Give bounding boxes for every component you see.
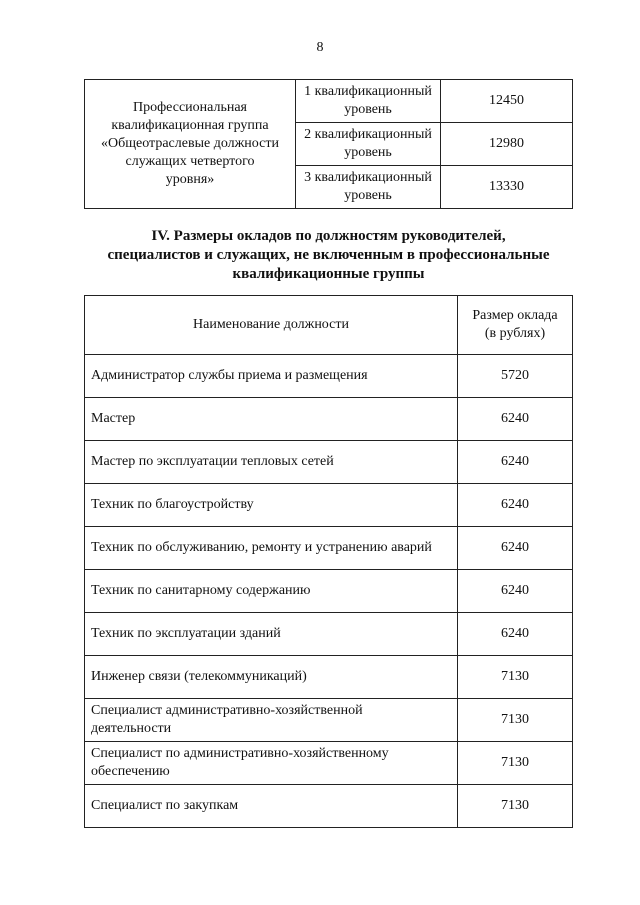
position-name-line: обеспечению [91, 764, 170, 779]
position-name: Администратор службы приема и размещения [85, 355, 458, 398]
salary-amount: 13330 [441, 166, 573, 209]
table-row [85, 484, 573, 527]
header-line: (в рублях) [484, 326, 546, 341]
level-line: 2 квалификационный [304, 127, 432, 142]
table-row [85, 441, 573, 484]
salary-amount: 6240 [458, 484, 573, 527]
position-name-line: деятельности [91, 721, 172, 736]
table-row [85, 80, 573, 123]
qualification-level-cell [296, 166, 441, 209]
position-name: Техник по санитарному содержанию [85, 570, 458, 613]
position-name: Техник по эксплуатации зданий [85, 613, 458, 656]
position-name: Техник по обслуживанию, ремонту и устранению аварий [85, 527, 458, 570]
position-name-line: Специалист административно-хозяйственной [91, 703, 363, 718]
table-row [85, 355, 573, 398]
group-line: квалификационная группа [111, 118, 269, 133]
salary-amount: 12980 [441, 123, 573, 166]
heading-line: специалистов и служащих, не включенным в профессиональные [107, 247, 550, 263]
level-line: уровень [344, 145, 392, 160]
table-row [85, 742, 573, 785]
level-line: 1 квалификационный [304, 84, 432, 99]
heading-line: квалификационные группы [232, 266, 425, 282]
qualification-level-cell [296, 80, 441, 123]
salary-amount: 7130 [458, 785, 573, 828]
heading-line: IV. Размеры окладов по должностям руководителей, [151, 228, 506, 244]
table-row [85, 398, 573, 441]
position-name: Техник по благоустройству [85, 484, 458, 527]
salary-amount: 7130 [458, 742, 573, 785]
header-position-name: Наименование должности [85, 296, 458, 355]
group-line: уровня» [165, 172, 215, 187]
group-line: служащих четвертого [125, 154, 255, 169]
position-name: Специалист по закупкам [85, 785, 458, 828]
position-name: Инженер связи (телекоммуникаций) [85, 656, 458, 699]
position-salary-table [84, 295, 573, 828]
table-row [85, 656, 573, 699]
level-line: 3 квалификационный [304, 170, 432, 185]
salary-amount: 7130 [458, 699, 573, 742]
level-line: уровень [344, 188, 392, 203]
position-name [85, 699, 458, 742]
table-row [85, 613, 573, 656]
table-row [85, 699, 573, 742]
table-row [85, 785, 573, 828]
qualification-level-cell [296, 123, 441, 166]
qualification-group-table [84, 79, 573, 209]
table-row [85, 570, 573, 613]
level-line: уровень [344, 102, 392, 117]
qualification-group-cell [85, 80, 296, 209]
table-header-row [85, 296, 573, 355]
group-line: «Общеотраслевые должности [101, 136, 279, 151]
table-row [85, 527, 573, 570]
salary-amount: 6240 [458, 441, 573, 484]
position-name: Мастер по эксплуатации тепловых сетей [85, 441, 458, 484]
page-number: 8 [316, 40, 324, 55]
header-salary-amount [458, 296, 573, 355]
position-name: Мастер [85, 398, 458, 441]
salary-amount: 6240 [458, 570, 573, 613]
position-name [85, 742, 458, 785]
group-line: Профессиональная [132, 100, 247, 115]
salary-amount: 5720 [458, 355, 573, 398]
salary-amount: 7130 [458, 656, 573, 699]
salary-amount: 6240 [458, 527, 573, 570]
salary-amount: 6240 [458, 613, 573, 656]
header-line: Размер оклада [472, 308, 558, 323]
position-name-line: Специалист по административно-хозяйственному [91, 746, 389, 761]
section-heading [84, 227, 573, 284]
salary-amount: 6240 [458, 398, 573, 441]
salary-amount: 12450 [441, 80, 573, 123]
